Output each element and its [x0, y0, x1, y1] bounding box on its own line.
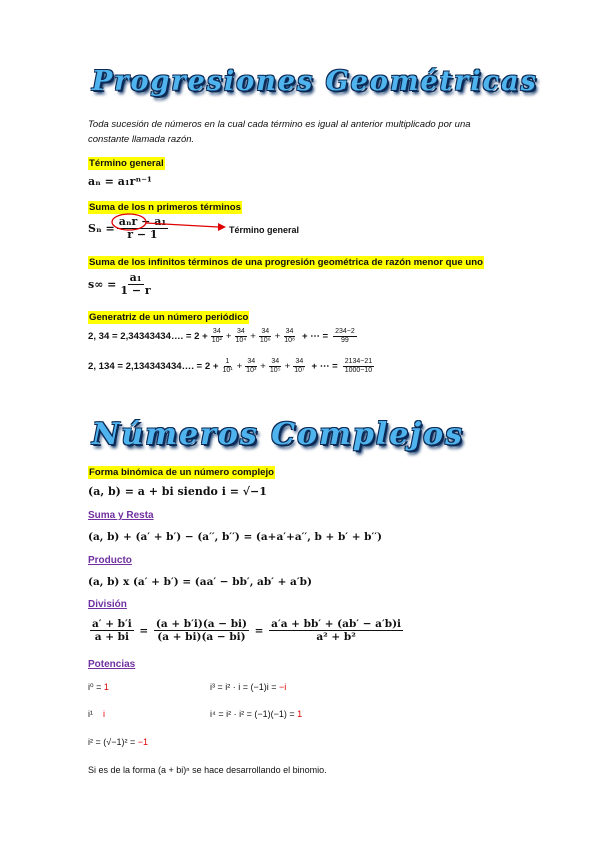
gen2-term [244, 358, 258, 375]
gen1-term [282, 328, 297, 345]
annotation-label: Término general [229, 225, 300, 235]
heading-suma-n-terminos: Suma de los n primeros términos [89, 202, 241, 213]
gen2-term [292, 358, 306, 375]
formula-suma-infinita [88, 272, 155, 297]
power-i4 [210, 709, 302, 719]
gen1-term-num: 34 [261, 328, 270, 335]
final-note: Si es de la forma (a + bi)ⁿ se hace desarrollando el binomio. [88, 765, 327, 775]
annotation-arrow [100, 212, 230, 238]
power-i1-lhs: i¹ [88, 709, 93, 719]
gen2-result-num: 2134−21 [344, 358, 373, 365]
div-den-2: (a + bi)(a − bi) [157, 631, 246, 643]
suma-denominator: r − 1 [127, 228, 158, 241]
gen2-tail: + ⋯ = [311, 361, 338, 372]
power-i1-value: i [103, 709, 106, 719]
gen1-result-num: 234−2 [335, 328, 355, 335]
power-i4-lhs: i⁴ = i² · i² = (−1)(−1) = [210, 709, 295, 719]
gen2-plus: + [236, 361, 243, 372]
gen2-lhs: 2, 134 = 2,134343434…. = 2 + [88, 361, 219, 372]
gen1-lhs: 2, 34 = 2,34343434…. = 2 + [88, 331, 208, 342]
formula-binomica: (a, b) = a + bi siendo i = √−1 [88, 485, 267, 498]
heading-generatriz: Generatriz de un número periódico [89, 312, 249, 323]
formula-producto: (a, b) x (a′ + b′) = (aa′ − bb′, ab′ + a′b) [88, 576, 312, 588]
gen2-result-den: 1000−10 [344, 367, 373, 374]
power-i2-lhs: i² = (√−1)² = [88, 737, 136, 747]
gen1-term-den: 10⁴ [235, 337, 247, 344]
title-banner-complejos: Números Complejos [92, 417, 465, 452]
gen2-term-den: 10⁵ [269, 367, 281, 374]
power-i4-value: 1 [297, 709, 303, 719]
heading-termino-general: Término general [89, 158, 164, 169]
suma-lhs: Sₙ = [88, 222, 115, 235]
gen2-term-num: 34 [295, 358, 304, 365]
formula-division: $\frac{a' + b'i}{a + bi}$ = $\frac{(a + b'i)(a - bi)}{(a + bi)(a - bi)}$ = $\frac{a'a + bb' + (ab' - a'b)i}{\text{a² + b²}}$ [92, 618, 402, 643]
power-i2 [88, 737, 148, 747]
gen1-term-den: 10⁶ [259, 337, 271, 344]
gen1-term-num: 34 [212, 328, 221, 335]
div-num-1: a′ + b′i [92, 618, 132, 630]
suma-numerator: aₙr − a₁ [118, 215, 167, 228]
div-num-2: (a + b′i)(a − bi) [155, 618, 248, 630]
gen2-term-num: 34 [247, 358, 256, 365]
gen2-term-den: 10⁷ [294, 367, 305, 374]
power-i3-lhs: i³ = i² · i = (−1)i = [210, 682, 277, 692]
div-den-1: a + bi [94, 631, 130, 643]
gen1-plus: + [250, 331, 256, 342]
power-i1 [88, 709, 105, 719]
gen2-term-num: 34 [271, 358, 280, 365]
inf-denominator: 1 − r [120, 284, 151, 297]
formula-termino-general: aₙ = a₁rⁿ⁻¹ [88, 175, 152, 188]
gen1-term-den: 10⁸ [284, 337, 295, 344]
gen1-plus: + [225, 331, 232, 342]
heading-infinitos: Suma de los infinitos términos de una progresión geométrica de razón menor que uno [89, 257, 483, 268]
gen2-term-den: 10³ [246, 367, 257, 374]
gen1-plus: + [274, 331, 281, 342]
subheading-potencias: Potencias [88, 659, 136, 670]
subheading-producto: Producto [88, 555, 132, 566]
generatriz-example-1 [88, 328, 359, 345]
subheading-division: División [88, 599, 127, 610]
formula-suma-resta: (a, b) + (a′ + b′) − (a′′, b′′) = (a+a′+a′′, b + b′ + b′′) [88, 531, 383, 543]
subheading-suma-resta: Suma y Resta [88, 510, 154, 521]
heading-forma-binomica: Forma binómica de un número complejo [89, 467, 274, 478]
div-den-3: a² + b² [316, 631, 356, 643]
gen1-term-den: 10² [211, 337, 222, 344]
gen2-plus: + [284, 361, 291, 372]
inf-numerator: a₁ [129, 271, 142, 284]
div-num-3: a′a + bb′ + (ab′ − a′b)i [271, 618, 402, 630]
gen1-result-den: 99 [341, 337, 349, 344]
gen2-term [268, 358, 283, 375]
generatriz-example-2 [88, 358, 376, 375]
power-i3 [210, 682, 286, 692]
gen1-term [210, 328, 224, 345]
title-banner-progresiones: Progresiones Geométricas [92, 66, 538, 97]
gen1-tail: + ⋯ = [301, 331, 329, 342]
gen1-term-num: 34 [285, 328, 294, 335]
gen1-term-num: 34 [237, 328, 245, 335]
gen1-term [258, 328, 273, 345]
gen2-term-num: 1 [225, 358, 230, 365]
power-i0 [88, 682, 109, 693]
power-i0-lhs: i⁰ = [88, 682, 102, 692]
power-i2-value: −1 [137, 737, 148, 747]
gen2-plus: + [260, 361, 266, 372]
intro-paragraph: Toda sucesión de números en la cual cada término es igual al anterior multiplicado por una constante llamada razón. [88, 119, 471, 145]
gen2-term [220, 358, 234, 375]
gen1-term [234, 328, 249, 345]
inf-lhs: s∞ = [88, 278, 117, 291]
power-i0-value: 1 [103, 682, 109, 692]
power-i3-value: −i [279, 682, 287, 692]
gen2-term-den: 10¹ [222, 367, 233, 374]
